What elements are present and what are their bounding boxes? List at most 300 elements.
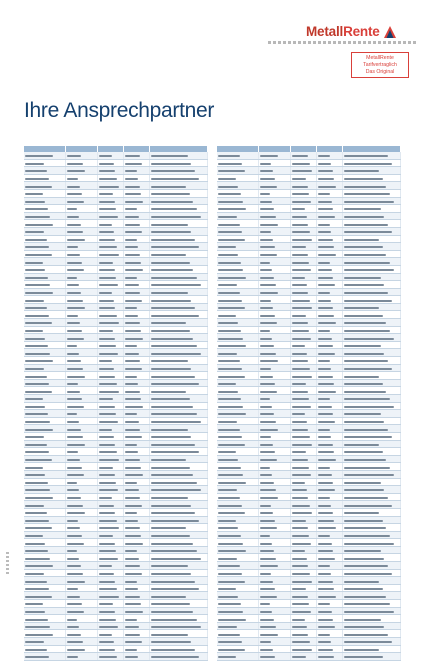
table-cell [97,250,123,258]
table-cell [258,341,290,349]
table-cell [124,311,149,319]
cell-text-placeholder [344,322,386,324]
cell-text-placeholder [318,353,335,355]
cell-text-placeholder [125,497,140,499]
cell-text-placeholder [260,444,273,446]
table-cell [97,531,123,539]
cell-text-placeholder [151,459,186,461]
cell-text-placeholder [344,383,383,385]
cell-text-placeholder [260,307,273,309]
table-cell [24,622,65,630]
cell-text-placeholder [99,163,114,165]
cell-text-placeholder [25,406,45,408]
table-cell [65,167,97,175]
cell-text-placeholder [25,269,45,271]
table-cell [124,410,149,418]
table-cell [317,432,342,440]
table-cell [317,584,342,592]
table-cell [258,448,290,456]
cell-text-placeholder [218,284,237,286]
cell-text-placeholder [151,436,191,438]
table-cell [258,645,290,653]
table-cell [317,470,342,478]
cell-text-placeholder [292,505,310,507]
table-cell [217,478,258,486]
table-cell [217,152,258,159]
table-cell [149,311,207,319]
table-cell [124,554,149,562]
table-cell [97,584,123,592]
cell-text-placeholder [25,170,47,172]
table-row [24,645,208,653]
table-cell [149,281,207,289]
cell-text-placeholder [99,307,115,309]
table-cell [342,516,400,524]
cell-text-placeholder [151,292,188,294]
table-row [217,326,401,334]
table-cell [290,562,316,570]
table-row [217,630,401,638]
table-row [217,395,401,403]
table-row [217,364,401,372]
table-cell [290,508,316,516]
table-row [217,258,401,266]
table-cell [149,319,207,327]
cell-text-placeholder [67,163,83,165]
table-cell [65,577,97,585]
cell-text-placeholder [99,254,119,256]
table-cell [317,607,342,615]
table-cell [290,486,316,494]
table-cell [217,554,258,562]
table-row [24,516,208,524]
table-cell [149,387,207,395]
cell-text-placeholder [318,565,330,567]
cell-text-placeholder [292,239,312,241]
table-cell [342,265,400,273]
cell-text-placeholder [25,254,52,256]
table-cell [24,478,65,486]
table-cell [124,159,149,167]
cell-text-placeholder [344,163,392,165]
cell-text-placeholder [292,543,311,545]
table-row [24,395,208,403]
cell-text-placeholder [292,565,308,567]
cell-text-placeholder [67,482,77,484]
table-cell [342,508,400,516]
cell-text-placeholder [67,603,82,605]
table-cell [217,205,258,213]
table-cell [149,653,207,661]
cell-text-placeholder [99,315,117,317]
cell-text-placeholder [125,300,142,302]
table-cell [24,432,65,440]
cell-text-placeholder [151,300,191,302]
table-row [217,478,401,486]
table-cell [65,432,97,440]
cell-text-placeholder [151,482,197,484]
table-row [217,417,401,425]
table-cell [258,653,290,661]
table-cell [149,425,207,433]
cell-text-placeholder [318,451,334,453]
cell-text-placeholder [344,315,383,317]
cell-text-placeholder [67,505,83,507]
cell-text-placeholder [67,315,78,317]
cell-text-placeholder [25,626,50,628]
table-row [24,569,208,577]
cell-text-placeholder [218,527,238,529]
cell-text-placeholder [99,505,114,507]
cell-text-placeholder [125,193,141,195]
table-cell [217,189,258,197]
cell-text-placeholder [151,353,201,355]
table-cell [24,311,65,319]
table-cell [24,220,65,228]
cell-text-placeholder [218,413,246,415]
cell-text-placeholder [260,186,277,188]
cell-text-placeholder [344,520,383,522]
cell-text-placeholder [25,489,50,491]
table-row [24,531,208,539]
table-row [217,379,401,387]
table-cell [290,653,316,661]
table-cell [290,546,316,554]
table-cell [24,402,65,410]
table-cell [342,227,400,235]
table-cell [24,387,65,395]
table-cell [217,258,258,266]
cell-text-placeholder [125,520,138,522]
table-cell [342,220,400,228]
cell-text-placeholder [25,292,53,294]
table-cell [97,235,123,243]
table-cell [65,205,97,213]
table-cell [149,152,207,159]
cell-text-placeholder [218,603,241,605]
table-cell [124,189,149,197]
triangle-logo-icon [383,25,397,39]
table-cell [124,486,149,494]
table-cell [124,577,149,585]
table-cell [290,592,316,600]
table-cell [65,258,97,266]
cell-text-placeholder [67,208,77,210]
table-cell [290,303,316,311]
table-cell [217,341,258,349]
table-cell [124,197,149,205]
table-cell [65,501,97,509]
table-cell [258,554,290,562]
quality-seal [351,52,409,78]
cell-text-placeholder [151,345,197,347]
table-cell [342,562,400,570]
table-cell [258,546,290,554]
table-row [217,486,401,494]
brand-wordmark: MetallRente [306,24,380,39]
table-cell [317,273,342,281]
cell-text-placeholder [260,353,276,355]
table-cell [217,296,258,304]
cell-text-placeholder [67,383,78,385]
cell-text-placeholder [25,163,44,165]
table-cell [65,387,97,395]
cell-text-placeholder [25,201,45,203]
table-cell [258,152,290,159]
cell-text-placeholder [344,505,392,507]
table-cell [258,622,290,630]
table-cell [290,296,316,304]
table-cell [124,167,149,175]
cell-text-placeholder [25,376,47,378]
table-cell [258,265,290,273]
table-cell [217,630,258,638]
cell-text-placeholder [218,231,242,233]
table-cell [97,387,123,395]
table-cell [124,615,149,623]
table-cell [258,440,290,448]
cell-text-placeholder [25,459,52,461]
cell-text-placeholder [67,376,85,378]
cell-text-placeholder [125,482,137,484]
table-cell [317,212,342,220]
table-cell [290,645,316,653]
table-cell [65,645,97,653]
table-cell [317,569,342,577]
cell-text-placeholder [151,429,188,431]
cell-text-placeholder [67,224,81,226]
table-cell [149,357,207,365]
table-cell [149,600,207,608]
table-row [24,379,208,387]
table-row [24,205,208,213]
table-cell [124,265,149,273]
cell-text-placeholder [292,656,306,658]
cell-text-placeholder [218,246,236,248]
cell-text-placeholder [99,383,117,385]
table-cell [317,653,342,661]
cell-text-placeholder [67,353,79,355]
table-cell [342,638,400,646]
table-cell [124,326,149,334]
table-cell [317,265,342,273]
cell-text-placeholder [99,436,114,438]
table-cell [97,554,123,562]
table-cell [97,607,123,615]
cell-text-placeholder [260,474,272,476]
table-cell [24,645,65,653]
table-row [24,402,208,410]
table-cell [342,501,400,509]
cell-text-placeholder [125,489,139,491]
table-cell [149,539,207,547]
table-cell [65,524,97,532]
table-cell [65,288,97,296]
cell-text-placeholder [25,656,49,658]
cell-text-placeholder [292,315,306,317]
table-cell [149,531,207,539]
cell-text-placeholder [260,368,271,370]
table-cell [65,349,97,357]
table-cell [258,395,290,403]
table-cell [317,258,342,266]
table-cell [342,212,400,220]
table-cell [290,387,316,395]
table-cell [342,569,400,577]
table-cell [290,402,316,410]
cell-text-placeholder [67,512,85,514]
cell-text-placeholder [344,626,384,628]
cell-text-placeholder [318,406,332,408]
cell-text-placeholder [67,558,79,560]
cell-text-placeholder [318,383,334,385]
table-cell [149,417,207,425]
table-row [217,470,401,478]
cell-text-placeholder [125,383,138,385]
cell-text-placeholder [292,512,312,514]
table-row [217,357,401,365]
table-cell [124,630,149,638]
cell-text-placeholder [292,353,307,355]
cell-text-placeholder [99,284,118,286]
table-cell [65,607,97,615]
cell-text-placeholder [292,376,312,378]
table-row [24,212,208,220]
cell-text-placeholder [25,345,48,347]
table-cell [342,395,400,403]
cell-text-placeholder [67,338,84,340]
table-cell [290,501,316,509]
cell-text-placeholder [99,512,115,514]
table-cell [149,508,207,516]
table-cell [290,622,316,630]
table-cell [65,508,97,516]
cell-text-placeholder [318,611,332,613]
table-row [24,152,208,159]
cell-text-placeholder [318,641,331,643]
table-row [217,167,401,175]
table-row [217,189,401,197]
table-row [24,197,208,205]
cell-text-placeholder [218,170,245,172]
cell-text-placeholder [344,208,381,210]
cell-text-placeholder [151,262,190,264]
cell-text-placeholder [260,413,274,415]
table-cell [290,220,316,228]
cell-text-placeholder [67,292,81,294]
cell-text-placeholder [344,216,384,218]
table-cell [217,607,258,615]
table-cell [97,653,123,661]
table-cell [24,569,65,577]
cell-text-placeholder [67,565,81,567]
table-cell [258,516,290,524]
cell-text-placeholder [292,178,306,180]
cell-text-placeholder [67,254,80,256]
table-row [24,607,208,615]
cell-text-placeholder [218,163,242,165]
table-cell [97,182,123,190]
cell-text-placeholder [260,489,276,491]
table-cell [258,493,290,501]
table-cell [217,349,258,357]
cell-text-placeholder [292,558,307,560]
cell-text-placeholder [218,193,241,195]
table-cell [149,410,207,418]
table-row [217,577,401,585]
table-cell [258,220,290,228]
cell-text-placeholder [25,360,53,362]
table-cell [290,349,316,357]
table-cell [124,334,149,342]
cell-text-placeholder [99,588,117,590]
cell-text-placeholder [218,474,243,476]
table-cell [217,417,258,425]
cell-text-placeholder [151,322,186,324]
table-cell [24,205,65,213]
cell-text-placeholder [151,558,201,560]
table-cell [24,417,65,425]
table-cell [217,334,258,342]
table-cell [317,539,342,547]
cell-text-placeholder [318,429,330,431]
cell-text-placeholder [67,269,84,271]
table-cell [97,189,123,197]
table-cell [124,600,149,608]
cell-text-placeholder [25,246,49,248]
table-cell [149,622,207,630]
cell-text-placeholder [125,307,137,309]
cell-text-placeholder [99,444,115,446]
table-row [24,630,208,638]
table-cell [317,372,342,380]
side-imprint [6,552,9,574]
table-cell [149,212,207,220]
table-cell [342,334,400,342]
cell-text-placeholder [218,497,240,499]
cell-text-placeholder [25,208,48,210]
table-cell [342,410,400,418]
table-cell [342,653,400,661]
table-cell [317,463,342,471]
table-cell [24,243,65,251]
cell-text-placeholder [218,565,240,567]
cell-text-placeholder [125,535,141,537]
cell-text-placeholder [125,413,137,415]
cell-text-placeholder [125,429,140,431]
cell-text-placeholder [318,634,330,636]
cell-text-placeholder [218,436,242,438]
cell-text-placeholder [318,391,336,393]
cell-text-placeholder [25,550,48,552]
table-cell [258,562,290,570]
cell-text-placeholder [344,307,379,309]
table-cell [65,311,97,319]
table-row [217,524,401,532]
cell-text-placeholder [260,467,270,469]
table-cell [258,296,290,304]
table-row [24,638,208,646]
cell-text-placeholder [67,619,77,621]
table-cell [149,432,207,440]
table-row [217,250,401,258]
table-cell [65,235,97,243]
table-cell [342,258,400,266]
cell-text-placeholder [260,649,273,651]
cell-text-placeholder [292,429,308,431]
table-cell [65,395,97,403]
cell-text-placeholder [318,224,330,226]
